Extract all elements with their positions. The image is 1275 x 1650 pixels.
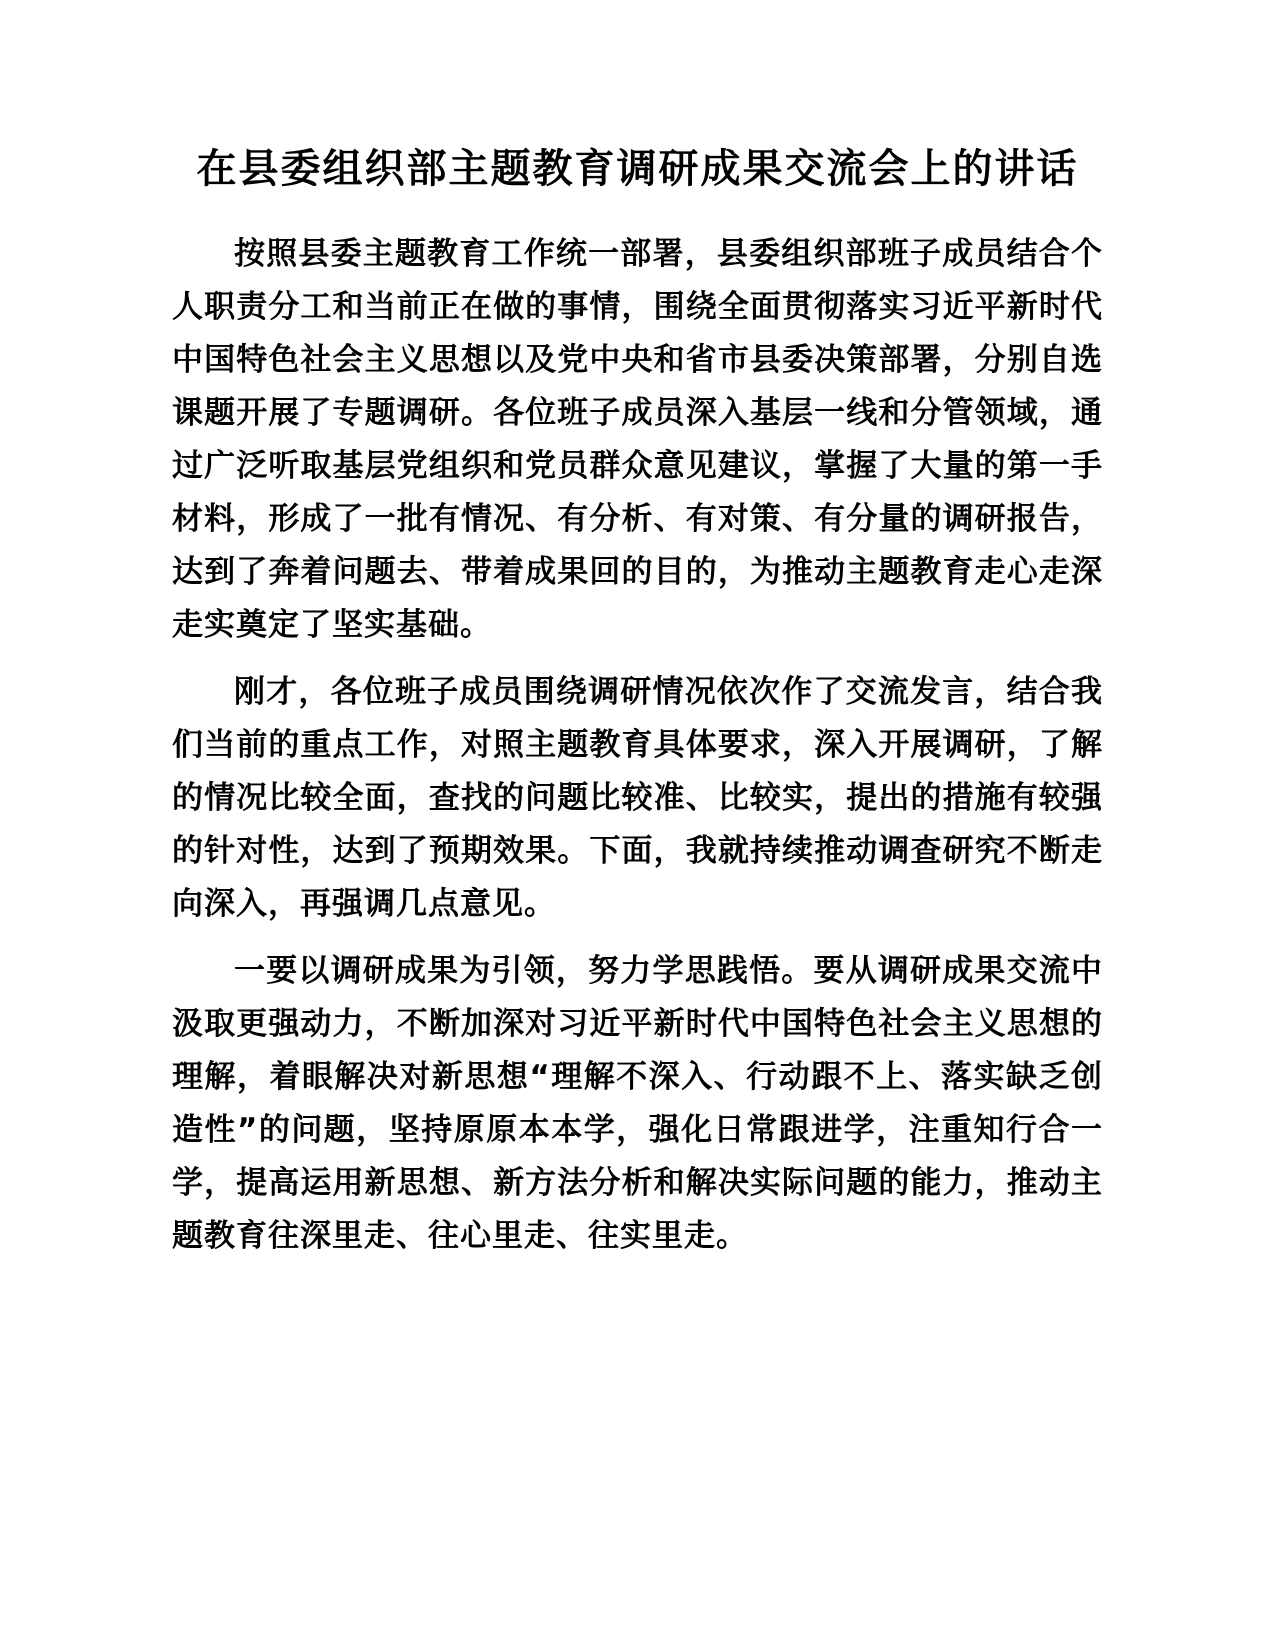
- paragraph: 按照县委主题教育工作统一部署，县委组织部班子成员结合个人职责分工和当前正在做的事情，围绕全面贯彻落实习近平新时代中国特色社会主义思想以及党中央和省市县委决策部署，分别自选课题开展了专题调研。各位班子成员深入基层一线和分管领域，通过广泛听取基层党组织和党员群众意见建议，掌握了大量的第一手材料，形成了一批有情况、有分析、有对策、有分量的调研报告，达到了奔着问题去、带着成果回的目的，为推动主题教育走心走深走实奠定了坚实基础。: [172, 236, 1103, 643]
- paragraph: 一要以调研成果为引领，努力学思践悟。要从调研成果交流中汲取更强动力，不断加深对习近平新时代中国特色社会主义思想的理解，着眼解决对新思想“理解不深入、行动跟不上、落实缺乏创造性”的问题，坚持原原本本学，强化日常跟进学，注重知行合一学，提高运用新思想、新方法分析和解决实际问题的能力，推动主题教育往深里走、往心里走、往实里走。: [172, 953, 1103, 1254]
- document-title: 在县委组织部主题教育调研成果交流会上的讲话: [196, 146, 1079, 192]
- paragraph: 刚才，各位班子成员围绕调研情况依次作了交流发言，结合我们当前的重点工作，对照主题教育具体要求，深入开展调研，了解的情况比较全面，查找的问题比较准、比较实，提出的措施有较强的针对性，达到了预期效果。下面，我就持续推动调查研究不断走向深入，再强调几点意见。: [172, 674, 1103, 922]
- document-body: [172, 228, 1103, 1263]
